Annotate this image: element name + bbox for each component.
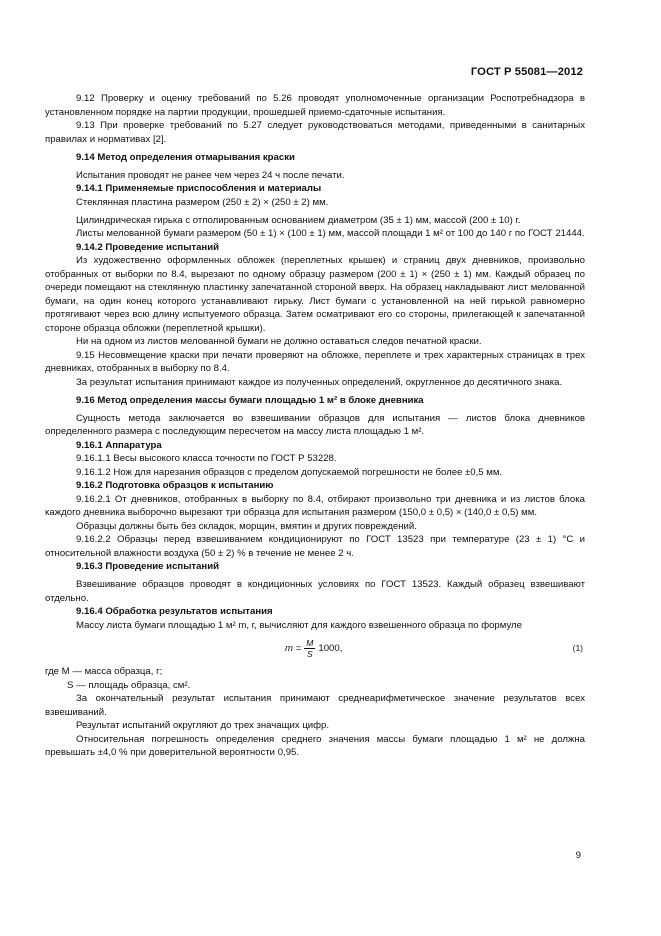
paragraph-coated-paper: Листы мелованной бумаги размером (50 ± 1) × (100 ± 1) мм, массой площади 1 м² от 100 до 140 г по ГОСТ 21444. [76,228,585,239]
where-mass: где M — масса образца, г; [45,666,163,677]
paragraph-9-16-2-1: 9.16.2.1 От дневников, отобранных в выборку по 8.4, отбирают произвольно три дневника и из листов блока каждого дневника выборочно вырезают три образца для испытания размером (150,0 ± 0,5) × (140,0 ± 0,5) мм. [45,493,585,518]
paragraph-test-procedure: Из художественно оформленных обложек (переплетных крышек) и страниц двух дневников, произвольно отобранных от выборки по 8.4, вырезают по одному образцу размером (200 ± 1) × (250 ± 1) мм. Каждый образец по очереди помещают на стеклянную пластинку запечатанной стороной вверх. На образец накладывают лист мелованной бумаги, на один конец которого устанавливают гирьку. Лист бумаги с установленной на ней гирькой равномерно протягивают через всю длину испытуемого образца. Затем осматривают его со стороны, прилегающей к запечатанной стороне образца обложки (переплетной крышки). [45,255,585,334]
paragraph-9-16-1-2: 9.16.1.2 Нож для нарезания образцов с пределом допускаемой погрешности не более ±0,5 мм. [76,466,503,478]
paragraph-no-ink-traces: Ни на одном из листов мелованной бумаги не должно оставаться следов печатной краски. [76,336,482,347]
paragraph-glass-plate: Стеклянная пластина размером (250 ± 2) × (250 ± 2) мм. [76,196,329,208]
formula-expression [285,638,342,659]
paragraph-weighing: Взвешивание образцов проводят в кондиционных условиях по ГОСТ 13523. Каждый образец взвешивают отдельно. [45,579,585,604]
paragraph-9-12: 9.12 Проверку и оценку требований по 5.26 проводят уполномоченные организации Роспотребнадзора в установленном порядке на партии продукции, прошедшей приемо-сдаточные испытания. [45,93,585,118]
paragraph-rounding: Результат испытаний округляют до трех значащих цифр. [76,720,330,731]
formula-lhs: m = [285,642,302,654]
paragraph-test-timing: Испытания проводят не ранее чем через 24 ч после печати. [76,169,345,181]
formula-number: (1) [572,643,583,653]
heading-9-14-2: 9.14.2 Проведение испытаний [76,241,220,253]
paragraph-method-essence: Сущность метода заключается во взвешивании образцов для испытания — листов блока дневников определенного размера с последующим пересчетом на массу листа площадью 1 м². [45,412,585,437]
page-number: 9 [575,850,581,861]
heading-9-16-4: 9.16.4 Обработка результатов испытания [76,606,273,617]
paragraph-formula-intro: Массу листа бумаги площадью 1 м² m, г, вычисляют для каждого взвешенного образца по формуле [76,619,522,631]
heading-9-16-1: 9.16.1 Аппаратура [76,439,162,451]
heading-9-16-2: 9.16.2 Подготовка образцов к испытанию [76,480,274,491]
paragraph-final-result: За окончательный результат испытания принимают среднеарифметическое значение результатов всех взвешиваний. [45,693,585,718]
document-body [45,92,585,760]
paragraph-weight: Цилиндрическая гирька с отполированным основанием диаметром (35 ± 1) мм, массой (200 ± 10) г. [76,214,521,226]
formula-fraction [304,638,315,659]
heading-9-16: 9.16 Метод определения массы бумаги площадью 1 м² в блоке дневника [76,394,424,406]
standard-header: ГОСТ Р 55081—2012 [470,66,583,78]
formula-factor: 1000, [318,642,343,654]
paragraph-9-13: 9.13 При проверке требований по 5.27 следует руководствоваться методами, приведенными в санитарных правилах и нормативах [2]. [45,120,585,145]
where-area: S — площадь образца, см². [67,679,191,691]
paragraph-9-15: 9.15 Несовмещение краски при печати проверяют на обложке, переплете и трех характерных страницах в трех дневниках, отобранных в выборку по 8.4. [45,349,585,374]
paragraph-9-16-1-1: 9.16.1.1 Весы высокого класса точности по ГОСТ Р 53228. [76,453,337,464]
formula-1 [45,635,585,664]
heading-9-14-1: 9.14.1 Применяемые приспособления и материалы [76,183,322,194]
paragraph-result-rounding: За результат испытания принимают каждое из полученных определений, округленное до десятичного знака. [76,376,563,388]
heading-9-14: 9.14 Метод определения отмарывания краски [76,151,295,163]
paragraph-samples-condition: Образцы должны быть без складок, морщин, вмятин и других повреждений. [76,520,417,532]
formula-numerator: M [306,638,314,648]
paragraph-9-16-2-2: 9.16.2.2 Образцы перед взвешиванием кондиционируют по ГОСТ 13523 при температуре (23 ± 1) °С и относительной влажности воздуха (50 ± 2) % в течение не менее 2 ч. [45,534,585,559]
heading-9-16-3: 9.16.3 Проведение испытаний [76,561,220,572]
paragraph-relative-error: Относительная погрешность определения среднего значения массы бумаги площадью 1 м² не должна превышать ±4,0 % при доверительной вероятности 0,95. [45,733,585,758]
formula-denominator: S [306,649,313,659]
